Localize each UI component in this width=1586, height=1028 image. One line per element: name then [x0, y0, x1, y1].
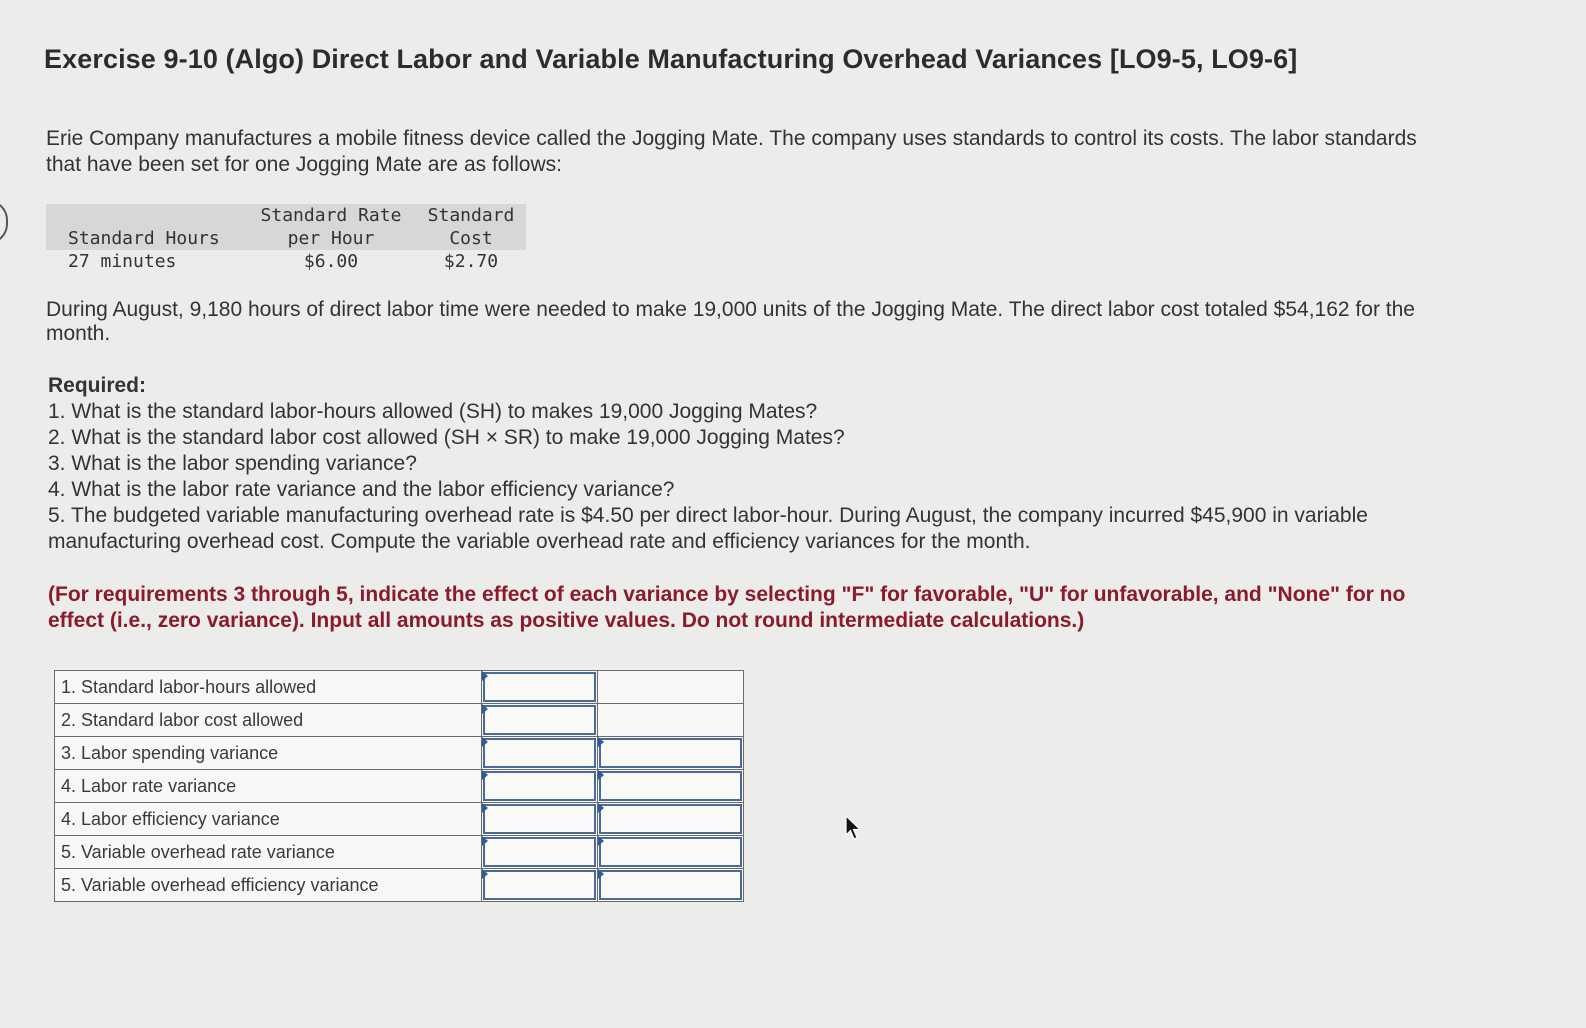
answer-row — [55, 836, 744, 869]
answer-effect-cell — [598, 770, 744, 803]
answer-value-cell — [482, 869, 598, 902]
required-title: Required: — [48, 374, 147, 397]
answer-value-input[interactable] — [483, 738, 596, 768]
answer-effect-select[interactable] — [599, 837, 742, 867]
answer-value-input[interactable] — [483, 870, 596, 900]
required-item: 2. What is the standard labor cost allowed (SH × SR) to make 19,000 Jogging Mates? — [48, 426, 845, 449]
required-section — [48, 373, 1448, 555]
answer-effect-cell — [598, 737, 744, 770]
input-marker-icon — [482, 836, 488, 846]
required-item: 1. What is the standard labor-hours allowed (SH) to makes 19,000 Jogging Mates? — [48, 400, 818, 423]
answer-value-input[interactable] — [483, 672, 596, 702]
answer-value-cell — [482, 671, 598, 704]
answer-value-input[interactable] — [483, 804, 596, 834]
input-marker-icon — [482, 770, 488, 780]
dropdown-marker-icon — [598, 836, 604, 846]
answer-row — [55, 671, 744, 704]
answer-row-label: 1. Standard labor-hours allowed — [55, 671, 482, 704]
answer-value-cell — [482, 704, 598, 737]
answer-value-input[interactable] — [483, 705, 596, 735]
answer-value-cell — [482, 770, 598, 803]
answer-row-label: 5. Variable overhead efficiency variance — [55, 869, 482, 902]
answer-effect-cell — [598, 704, 744, 737]
answer-effect-cell — [598, 869, 744, 902]
answer-value-cell — [482, 737, 598, 770]
header-standard-hours: Standard Hours — [46, 204, 246, 250]
dropdown-marker-icon — [598, 869, 604, 879]
answer-effect-select[interactable] — [599, 771, 742, 801]
header-standard-rate — [246, 204, 416, 250]
dropdown-marker-icon — [598, 737, 604, 747]
header-standard-rate-line2: per Hour — [287, 228, 375, 249]
answer-row — [55, 803, 744, 836]
answer-effect-select[interactable] — [599, 738, 742, 768]
answer-row-label: 2. Standard labor cost allowed — [55, 704, 482, 737]
answer-row — [55, 869, 744, 902]
answer-table — [54, 670, 744, 902]
answer-value-cell — [482, 803, 598, 836]
header-standard-cost-line2: Cost — [449, 228, 493, 249]
answer-row — [55, 770, 744, 803]
input-marker-icon — [482, 737, 488, 747]
answer-effect-cell — [598, 671, 744, 704]
standards-header-row — [46, 204, 526, 250]
answer-row-label: 4. Labor efficiency variance — [55, 803, 482, 836]
header-standard-cost — [416, 204, 526, 250]
answer-value-input[interactable] — [483, 771, 596, 801]
mouse-cursor-icon — [844, 815, 862, 841]
value-standard-cost: $2.70 — [443, 251, 499, 272]
answer-row-label: 3. Labor spending variance — [55, 737, 482, 770]
answer-row — [55, 704, 744, 737]
dropdown-marker-icon — [598, 803, 604, 813]
answer-value-cell — [482, 836, 598, 869]
answer-value-input[interactable] — [483, 837, 596, 867]
answer-effect-cell — [598, 803, 744, 836]
value-standard-hours: 27 minutes — [68, 251, 177, 272]
required-item: 5. The budgeted variable manufacturing overhead rate is $4.50 per direct labor-hour. During August, the company incurred $45,900 in variable manufacturing overhead cost. Compute the variable overhead rate and efficiency variances for the month. — [48, 504, 1368, 553]
answer-row — [55, 737, 744, 770]
input-marker-icon — [482, 869, 488, 879]
header-standard-cost-line1: Standard — [427, 205, 515, 226]
standards-table — [46, 204, 526, 273]
input-marker-icon — [482, 671, 488, 681]
answer-row-label: 5. Variable overhead rate variance — [55, 836, 482, 869]
value-standard-rate: $6.00 — [303, 251, 359, 272]
answer-effect-select[interactable] — [599, 804, 742, 834]
august-paragraph: During August, 9,180 hours of direct labor time were needed to make 19,000 units of the Jogging Mate. The direct labor cost totaled $54,162 for the month. — [46, 298, 1415, 345]
required-list — [48, 399, 1448, 555]
required-item: 3. What is the labor spending variance? — [48, 452, 417, 475]
page-title: Exercise 9-10 (Algo) Direct Labor and Variable Manufacturing Overhead Variances [LO9-5, LO9-6] — [44, 44, 1298, 74]
input-marker-icon — [482, 704, 488, 714]
input-marker-icon — [482, 803, 488, 813]
required-item: 4. What is the labor rate variance and the labor efficiency variance? — [48, 478, 675, 501]
window-edge — [0, 200, 8, 244]
dropdown-marker-icon — [598, 770, 604, 780]
answer-row-label: 4. Labor rate variance — [55, 770, 482, 803]
intro-paragraph: Erie Company manufactures a mobile fitness device called the Jogging Mate. The company uses standards to control its costs. The labor standards that have been set for one Jogging Mate are as follows: — [46, 127, 1417, 176]
answer-effect-select[interactable] — [599, 870, 742, 900]
standards-value-row — [46, 250, 526, 273]
instruction-text: (For requirements 3 through 5, indicate the effect of each variance by selecting "F" for favorable, "U" for unfavorable, and "None" for no effect (i.e., zero variance). Input all amounts as positive values. Do not round intermediate calculations.) — [48, 583, 1406, 632]
answer-effect-cell — [598, 836, 744, 869]
header-standard-rate-line1: Standard Rate — [260, 205, 402, 226]
